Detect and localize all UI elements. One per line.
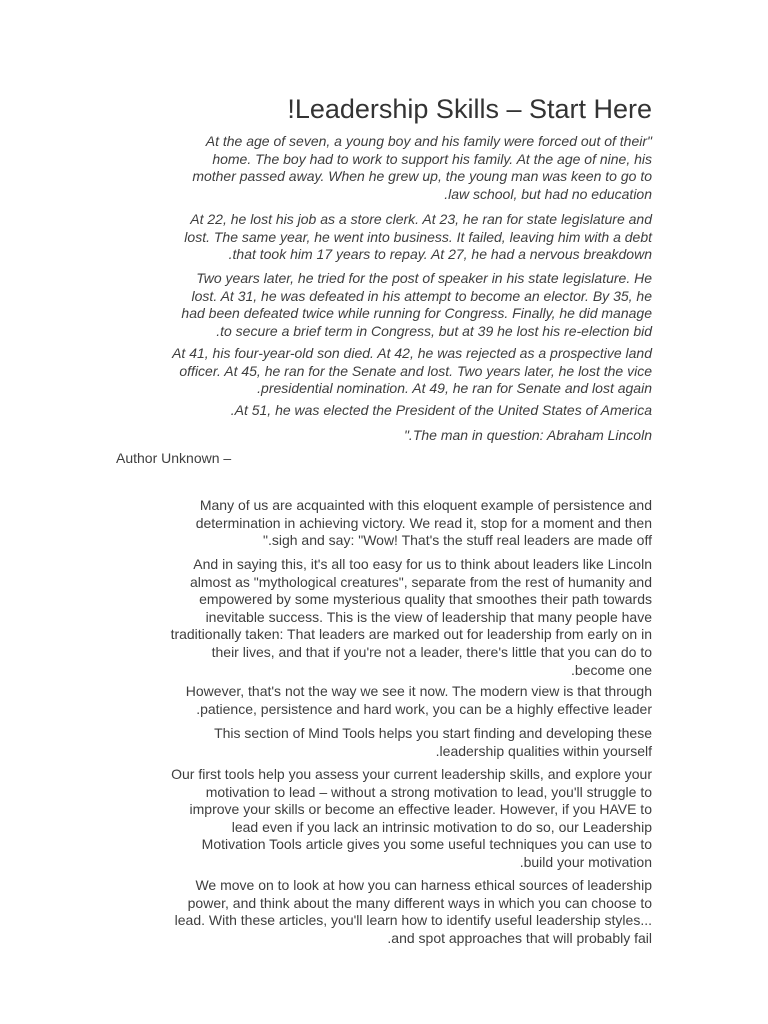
body-line: And in saying this, it's all too easy for us to think about leaders like Lincoln: [193, 556, 652, 572]
quote-line: .that took him 17 years to repay. At 27, he had a nervous breakdown: [228, 246, 652, 263]
body-line: We move on to look at how you can harness ethical sources of leadership: [195, 877, 652, 893]
body-line: .and spot approaches that will probably fail: [387, 929, 652, 946]
body-line: motivation to lead – without a strong motivation to lead, you'll struggle to: [205, 783, 652, 800]
quote-line: home. The boy had to work to support his family. At the age of nine, his: [212, 150, 652, 167]
quote-line: .presidential nomination. At 49, he ran for Senate and lost again: [257, 380, 652, 397]
quote-line: Two years later, he tried for the post of speaker in his state legislature. He: [196, 270, 652, 286]
body-line: ".sigh and say: "Wow! That's the stuff real leaders are made off: [262, 532, 652, 549]
body-line: almost as "mythological creatures", separate from the rest of humanity and: [189, 573, 652, 590]
body-line: improve your skills or become an effective leader. However, if you HAVE to: [189, 801, 652, 818]
body-line: Our first tools help you assess your current leadership skills, and explore your: [171, 766, 652, 782]
quote-author: Author Unknown –: [116, 450, 232, 466]
document-page: [116, 0, 652, 1024]
page-title: !Leadership Skills – Start Here: [287, 94, 652, 124]
body-line: .become one: [571, 661, 652, 678]
body-line: inevitable success. This is the view of leadership that many people have: [205, 608, 652, 625]
quote-line: .At 51, he was elected the President of the United States of America: [230, 402, 652, 418]
body-line: empowered by some mysterious quality that smoothes their path towards: [199, 591, 652, 608]
body-line: .patience, persistence and hard work, you can be a highly effective leader: [196, 700, 652, 717]
quote-line: At the age of seven, a young boy and his family were forced out of their": [205, 133, 652, 149]
quote-line: lost. The same year, he went into business. It failed, leaving him with a debt: [184, 228, 652, 245]
body-line: their lives, and that if you're not a leader, there's little that you can do to: [211, 644, 652, 660]
quote-line: mother passed away. When he grew up, the young man was keen to go to: [192, 168, 652, 185]
quote-line: .law school, but had no education: [444, 185, 652, 202]
quote-line: officer. At 45, he ran for the Senate and lost. Two years later, he lost the vice: [179, 362, 652, 379]
body-line: Motivation Tools article gives you some useful techniques you can use to: [201, 836, 652, 853]
body-line: Many of us are acquainted with this eloquent example of persistence and: [199, 497, 652, 513]
quote-line: lost. At 31, he was defeated in his attempt to become an elector. By 35, he: [191, 287, 652, 304]
body-line: However, that's not the way we see it now. The modern view is that through: [185, 683, 652, 699]
body-line: power, and think about the many different ways in which you can choose to: [187, 894, 652, 911]
quote-line: ".The man in question: Abraham Lincoln: [403, 427, 652, 443]
body-line: .build your motivation: [519, 854, 652, 870]
body-line: lead even if you lack an intrinsic motivation to do so, our Leadership: [231, 818, 652, 835]
body-line: traditionally taken: That leaders are marked out for leadership from early on in: [170, 626, 652, 643]
body-line: .leadership qualities within yourself: [435, 742, 652, 759]
quote-line: had been defeated twice while running for Congress. Finally, he did manage: [181, 305, 652, 322]
body-line: This section of Mind Tools helps you start finding and developing these: [214, 725, 652, 741]
quote-line: .to secure a brief term in Congress, but at 39 he lost his re-election bid: [216, 322, 652, 339]
quote-line: At 22, he lost his job as a store clerk. At 23, he ran for state legislature and: [190, 211, 652, 227]
quote-line: At 41, his four-year-old son died. At 42, he was rejected as a prospective land: [172, 345, 652, 361]
body-line: lead. With these articles, you'll learn how to identify useful leadership styles...: [174, 912, 652, 929]
body-line: determination in achieving victory. We read it, stop for a moment and then: [195, 514, 652, 531]
